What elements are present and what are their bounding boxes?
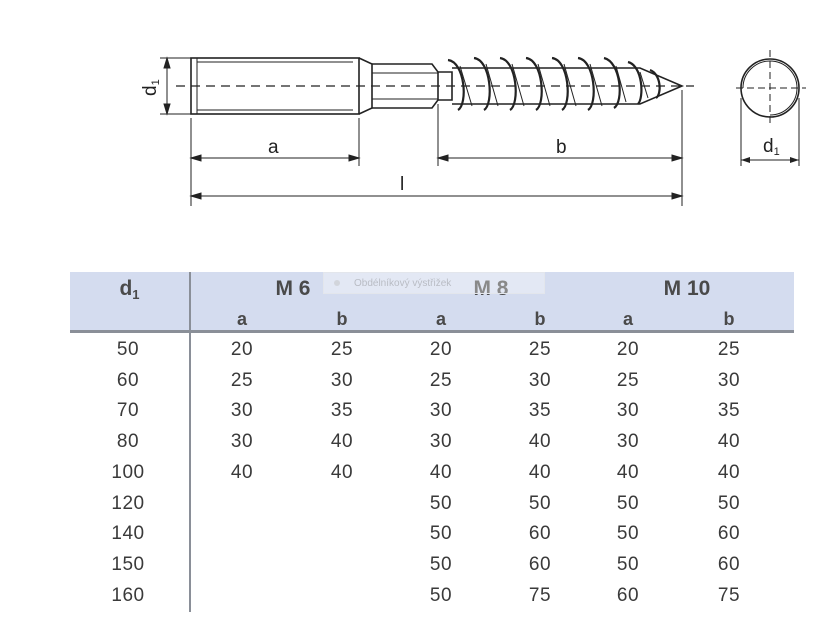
label-b: b bbox=[556, 137, 567, 158]
table-cell bbox=[317, 584, 367, 608]
table-cell: 50 bbox=[528, 492, 552, 514]
table-cell: 40 bbox=[230, 461, 254, 483]
table-cell: 25 bbox=[230, 369, 254, 391]
table-cell bbox=[317, 522, 367, 546]
table-cell: 75 bbox=[528, 584, 552, 606]
table-cell: 40 bbox=[330, 431, 354, 453]
screw-threads bbox=[448, 58, 660, 110]
table-cell: 35 bbox=[528, 400, 552, 422]
snip-label-text: Obdélníkový výstřižek bbox=[354, 278, 452, 289]
table-cell: 25 bbox=[717, 339, 741, 360]
table-cell: 50 bbox=[616, 492, 640, 514]
table-cell: 30 bbox=[528, 369, 552, 391]
table-cell: 20 bbox=[230, 339, 254, 360]
row-d1-value: 120 bbox=[111, 492, 145, 514]
table-cell: 60 bbox=[528, 523, 552, 545]
row-d1-value: 60 bbox=[116, 369, 140, 391]
table-cell: 40 bbox=[717, 461, 741, 483]
row-d1-value: 150 bbox=[111, 553, 145, 575]
table-cell: 40 bbox=[616, 461, 640, 483]
table-cell: 25 bbox=[616, 369, 640, 391]
table-cell: 50 bbox=[616, 553, 640, 575]
header-m8: M 8 bbox=[473, 277, 509, 300]
table-cell: 60 bbox=[717, 523, 741, 545]
row-d1-value: 80 bbox=[116, 431, 140, 453]
label-a: a bbox=[268, 137, 279, 158]
table-cell: 30 bbox=[616, 431, 640, 453]
table-cell: 35 bbox=[330, 400, 354, 422]
table-cell bbox=[217, 553, 267, 577]
table-cell bbox=[217, 492, 267, 516]
header-m10: M 10 bbox=[663, 277, 711, 300]
table-cell: 50 bbox=[717, 492, 741, 514]
table-cell: 60 bbox=[616, 584, 640, 606]
subheader-b: b bbox=[723, 309, 735, 329]
row-d1-value: 100 bbox=[111, 461, 145, 483]
subheader-b: b bbox=[534, 309, 546, 329]
header-m6: M 6 bbox=[275, 277, 311, 300]
table-cell: 50 bbox=[429, 584, 453, 606]
table-cell: 50 bbox=[429, 492, 453, 514]
table-cell: 25 bbox=[528, 339, 552, 360]
header-d1: $d_1$ bbox=[119, 277, 140, 302]
table-cell bbox=[317, 492, 367, 516]
row-d1-value: 50 bbox=[116, 339, 140, 360]
table-cell: 40 bbox=[429, 461, 453, 483]
table-cell: 40 bbox=[330, 461, 354, 483]
subheader-a: a bbox=[622, 309, 633, 329]
table-cell: 60 bbox=[528, 553, 552, 575]
table-cell: 75 bbox=[717, 584, 741, 606]
table-cell: 30 bbox=[717, 369, 741, 391]
table-cell: 30 bbox=[616, 400, 640, 422]
table-cell: 40 bbox=[528, 461, 552, 483]
label-d1-end: d1 bbox=[763, 136, 780, 158]
table-cell bbox=[317, 553, 367, 577]
table-cell: 30 bbox=[230, 431, 254, 453]
table-cell: 35 bbox=[717, 400, 741, 422]
snip-dot-icon bbox=[334, 280, 340, 286]
table-cell: 30 bbox=[330, 369, 354, 391]
subheader-b: b bbox=[336, 309, 348, 329]
table-cell: 20 bbox=[616, 339, 640, 360]
header-divider bbox=[70, 330, 794, 333]
table-cell: 50 bbox=[429, 553, 453, 575]
table-cell: 50 bbox=[429, 523, 453, 545]
table-cell: 50 bbox=[616, 523, 640, 545]
label-l: l bbox=[400, 174, 405, 195]
label-d1-left: d1 bbox=[140, 79, 162, 96]
table-cell bbox=[217, 584, 267, 608]
table-cell: 20 bbox=[429, 339, 453, 360]
table-cell: 30 bbox=[230, 400, 254, 422]
table-cell: 25 bbox=[429, 369, 453, 391]
table-cell bbox=[217, 522, 267, 546]
row-d1-value: 160 bbox=[111, 584, 145, 606]
table-cell: 40 bbox=[717, 431, 741, 453]
table-cell: 30 bbox=[429, 400, 453, 422]
subheader-a: a bbox=[435, 309, 446, 329]
table-cell: 60 bbox=[717, 553, 741, 575]
hanger-bolt-drawing bbox=[0, 0, 830, 230]
table-cell: 25 bbox=[330, 339, 354, 360]
row-d1-value: 70 bbox=[116, 400, 140, 422]
row-d1-value: 140 bbox=[111, 523, 145, 545]
table-cell: 30 bbox=[429, 431, 453, 453]
table-cell: 40 bbox=[528, 431, 552, 453]
subheader-a: a bbox=[236, 309, 247, 329]
snip-tool-label bbox=[323, 272, 545, 294]
column-divider bbox=[189, 272, 191, 612]
